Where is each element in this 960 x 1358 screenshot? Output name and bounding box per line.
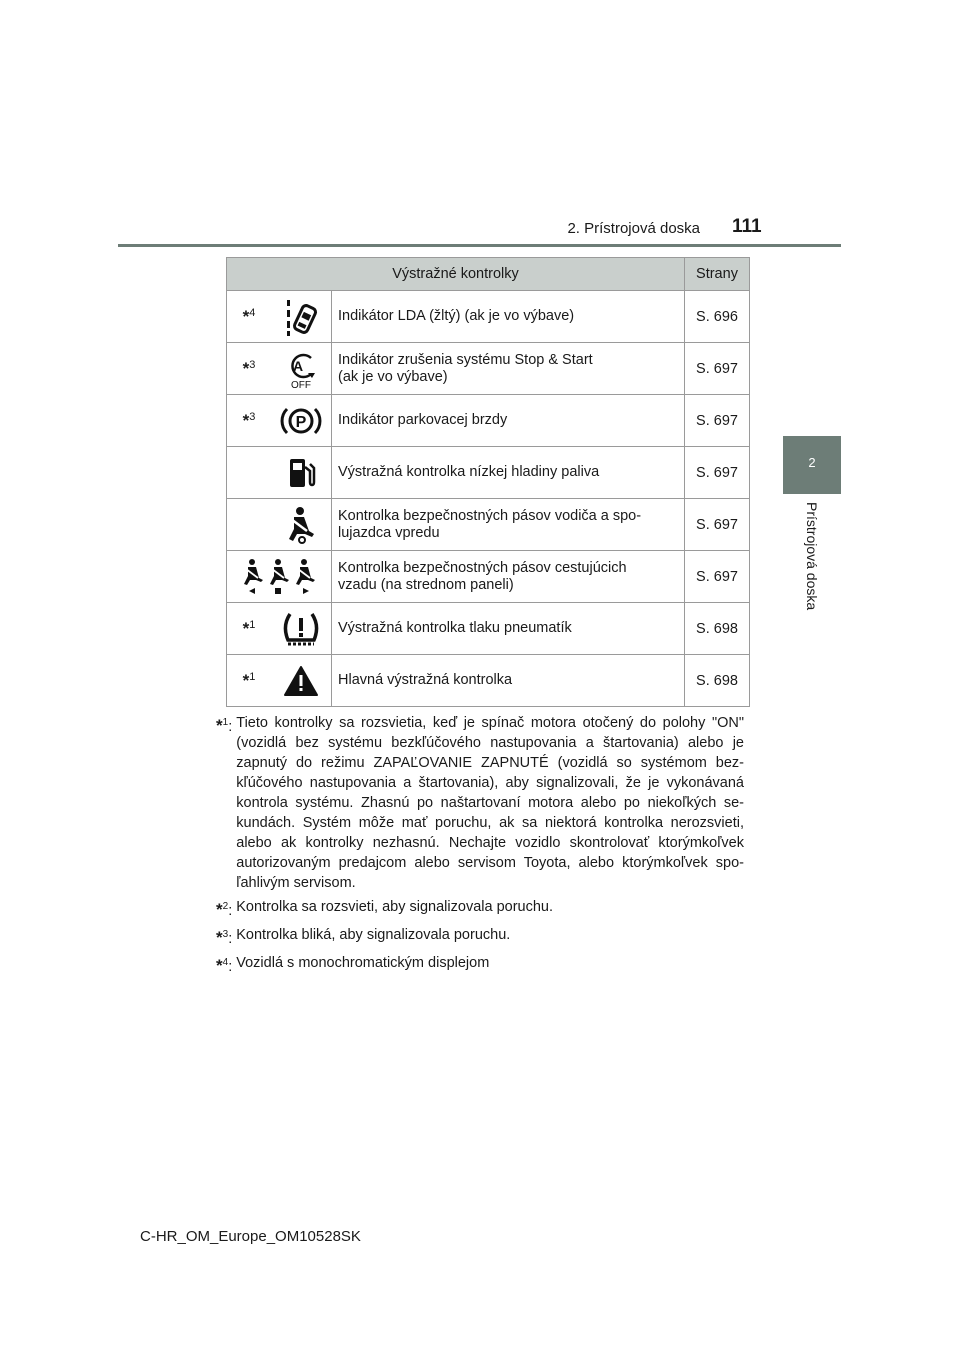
page-reference: S. 697 [685,447,750,499]
footnote-ref: *4 [227,291,272,343]
column-header-pages: Strany [685,258,750,291]
section-title: 2. Prístrojová doska [567,220,700,237]
page-reference: S. 697 [685,343,750,395]
table-row [227,447,750,499]
table-header-row [227,258,750,291]
header-divider [118,244,841,247]
svg-text:OFF: OFF [291,379,311,390]
footnote: *$^3$: Kontrolka bliká, aby signalizovala poruchu. [216,925,744,949]
page-reference: S. 698 [685,603,750,655]
warning-lights-table [226,257,750,707]
row-description-cont: (ak je vo výbave) [338,368,448,385]
footnote-text: Kontrolka sa rozsvieti, aby signalizovala poruchu. [236,899,553,915]
svg-text:A: A [292,357,304,374]
tire-pressure-icon [280,610,322,648]
page-reference: S. 697 [685,551,750,603]
table-row [227,343,750,395]
table-row [227,551,750,603]
row-description: Výstražná kontrolka tlaku pneumatík [338,620,572,636]
footnote-text: Vozidlá s monochromatickým displejom [236,954,490,971]
page-number: 111 [732,216,762,237]
table-row [227,655,750,707]
page-reference: S. 698 [685,655,750,707]
footnote-ref: *1 [227,603,272,655]
lane-departure-alert-icon [281,297,321,337]
table-row [227,499,750,551]
footnote: *$^1$: Tieto kontrolky sa rozsvietia, keď je spínač motora otočený do polohy "ON" (vozidlá bez systému bezkľúčového nastupovania a štartovania) alebo je zapnutý do režimu ZAPAĽOVANIE ZAPNUTÉ (vozidlá so systémom bez-kľúčového nastupovania a štartovania), aby signalizovali, že je vykonávaná kontrola systému. Zhasnú po naštartovaní motora alebo po niekoľkých se-kundách. Systém môže mať poruchu, ak sa niektorá kontrolka nerozsvieti, alebo ak kontrolky nezhasnú. Nechajte vozidlo skontrolovať ktorýmkoľvek autorizovaným predajcom alebo servisom Toyota, alebo ktorýmkoľvek spo-ľahlivým servisom. [216,715,744,891]
seatbelt-icon [283,505,319,545]
footnotes [216,713,744,980]
table-row [227,603,750,655]
footnote-ref: *3 [227,395,272,447]
footnote-ref [227,447,272,499]
row-description: Indikátor parkovacej brzdy [338,412,508,428]
footnote: *$^2$: Kontrolka sa rozsvieti, aby signalizovala poruchu. [216,897,744,921]
document-footer: C-HR_OM_Europe_OM10528SK [140,1228,361,1245]
table-row [227,291,750,343]
row-description: Hlavná výstražná kontrolka [338,672,513,688]
page-reference: S. 697 [685,499,750,551]
table-row [227,395,750,447]
footnote-text: Kontrolka bliká, aby signalizovala poruchu. [236,926,511,943]
svg-text:P: P [295,413,307,431]
row-description-cont: vzadu (na strednom paneli) [338,576,514,593]
row-description: Výstražná kontrolka nízkej hladiny paliva [338,464,600,480]
parking-brake-icon [279,403,323,439]
footnote: *$^4$: Vozidlá s monochromatickým displejom [216,953,744,977]
chapter-tab-label: Prístrojová doska [804,502,820,611]
row-description: Indikátor zrušenia systému Stop & Start [338,351,593,368]
footnote-ref: *3 [227,343,272,395]
row-description-cont: lujazdca vpredu [338,524,440,541]
page-reference: S. 696 [685,291,750,343]
chapter-tab: 2 [783,436,841,494]
footnote-ref: *1 [227,655,272,707]
fuel-pump-icon [285,455,317,491]
rear-seatbelts-icon [241,558,317,596]
row-description: Kontrolka bezpečnostných pásov cestujúcich [338,559,627,576]
footnote-ref [227,499,272,551]
page-reference: S. 697 [685,395,750,447]
footnote-text: Tieto kontrolky sa rozsvietia, keď je spínač motora otočený do polohy "ON" (vozidlá bez systému bezkľúčového nastupovania a štartovania) alebo je zapnutý do režimu ZAPAĽOVANIE ZAPNUTÉ (vozidlá so systémom bez-kľúčového nastupovania a štartovania), aby signalizovali, že je vykonávaná kontrola systému. Zhasnú po naštartovaní motora alebo po niekoľkých se-kundách. Systém môže mať poruchu, ak sa niektorá kontrolka nerozsvieti, alebo ak kontrolky nezhasnú. Nechajte vozidlo skontrolovať ktorýmkoľvek autorizovaným predajcom alebo servisom Toyota, alebo ktorýmkoľvek spo-ľahlivým servisom. [236,715,744,891]
row-description: Kontrolka bezpečnostných pásov vodiča a spo- [338,507,642,524]
master-warning-icon [283,665,319,697]
stop-start-off-icon [281,348,321,390]
column-header-lights: Výstražné kontrolky [227,258,685,291]
row-description: Indikátor LDA (žltý) (ak je vo výbave) [338,308,575,324]
